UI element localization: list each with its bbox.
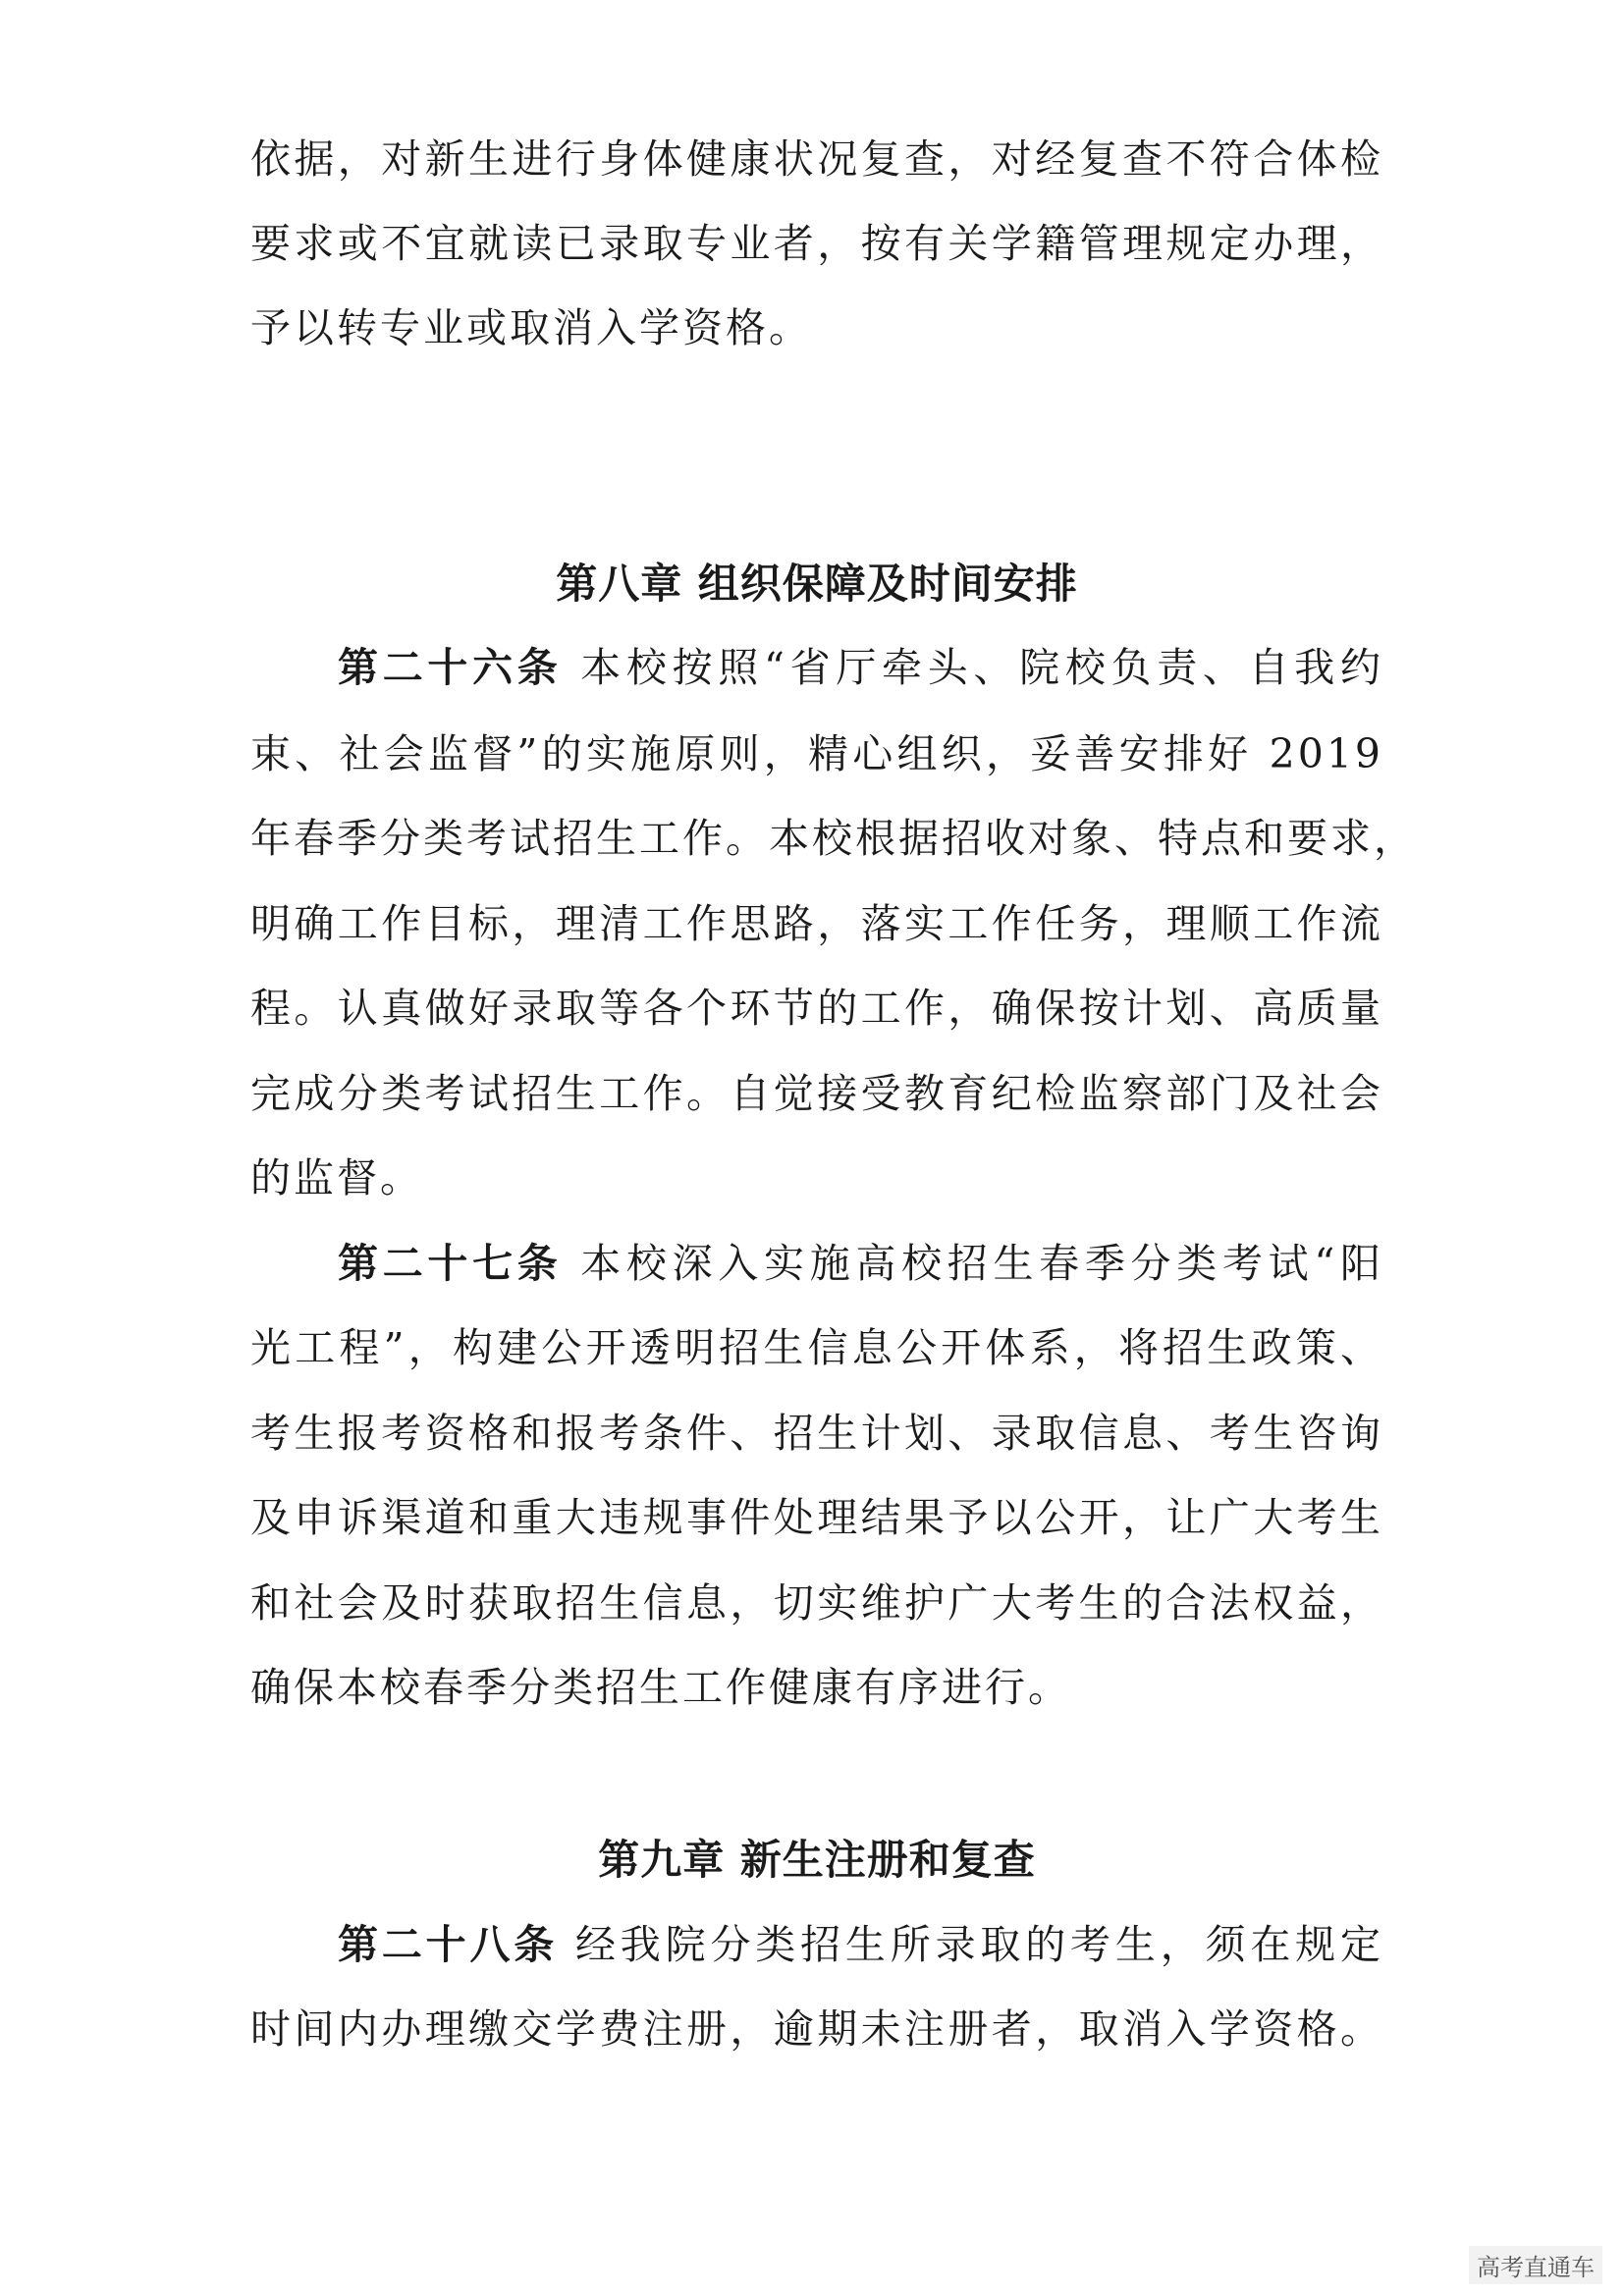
paragraph-line: 年春季分类考试招生工作。本校根据招收对象、特点和要求， (250, 815, 1417, 862)
paragraph-line: 要求或不宜就读已录取专业者，按有关学籍管理规定办理， (250, 220, 1383, 267)
paragraph-line: 完成分类考试招生工作。自觉接受教育纪检监察部门及社会 (250, 1070, 1383, 1117)
paragraph-line: 考生报考资格和报考条件、招生计划、录取信息、考生咨询 (250, 1410, 1383, 1457)
watermark-text: 高考直通车 (1469, 2246, 1602, 2284)
paragraph-line: 束、社会监督”的实施原则，精心组织，妥善安排好 2019 (250, 730, 1383, 777)
article-label: 第二十七条 (338, 1240, 563, 1287)
paragraph-line: 时间内办理缴交学费注册，逾期未注册者，取消入学资格。 (250, 2005, 1383, 2053)
article-first-line (338, 628, 1383, 707)
article-label: 第二十六条 (338, 644, 563, 691)
article-label: 第二十八条 (338, 1921, 559, 1968)
paragraph-line: 程。认真做好录取等各个环节的工作，确保按计划、高质量 (250, 985, 1383, 1032)
chapter-heading: 第八章 组织保障及时间安排 (556, 560, 1078, 608)
paragraph-line: 的监督。 (250, 1154, 423, 1201)
article-text: 本校深入实施高校招生春季分类考试“阳 (562, 1240, 1383, 1287)
chapter-heading: 第九章 新生注册和复查 (598, 1836, 1036, 1884)
article-text: 本校按照“省厅牵头、院校负责、自我约 (562, 644, 1383, 691)
paragraph-line: 明确工作目标，理清工作思路，落实工作任务，理顺工作流 (250, 900, 1383, 947)
paragraph-line: 及申诉渠道和重大违规事件处理结果予以公开，让广大考生 (250, 1494, 1383, 1541)
paragraph-line: 依据，对新生进行身体健康状况复查，对经复查不符合体检 (250, 135, 1383, 183)
paragraph-line: 予以转专业或取消入学资格。 (250, 304, 812, 351)
article-text: 经我院分类招生所录取的考生，须在规定 (558, 1921, 1384, 1968)
article-first-line (338, 1905, 1383, 1984)
paragraph-line: 光工程”，构建公开透明招生信息公开体系，将招生政策、 (250, 1324, 1383, 1371)
paragraph-line: 和社会及时获取招生信息，切实维护广大考生的合法权益， (250, 1579, 1383, 1627)
paragraph-line: 确保本校春季分类招生工作健康有序进行。 (250, 1664, 1071, 1711)
article-first-line (338, 1224, 1383, 1303)
